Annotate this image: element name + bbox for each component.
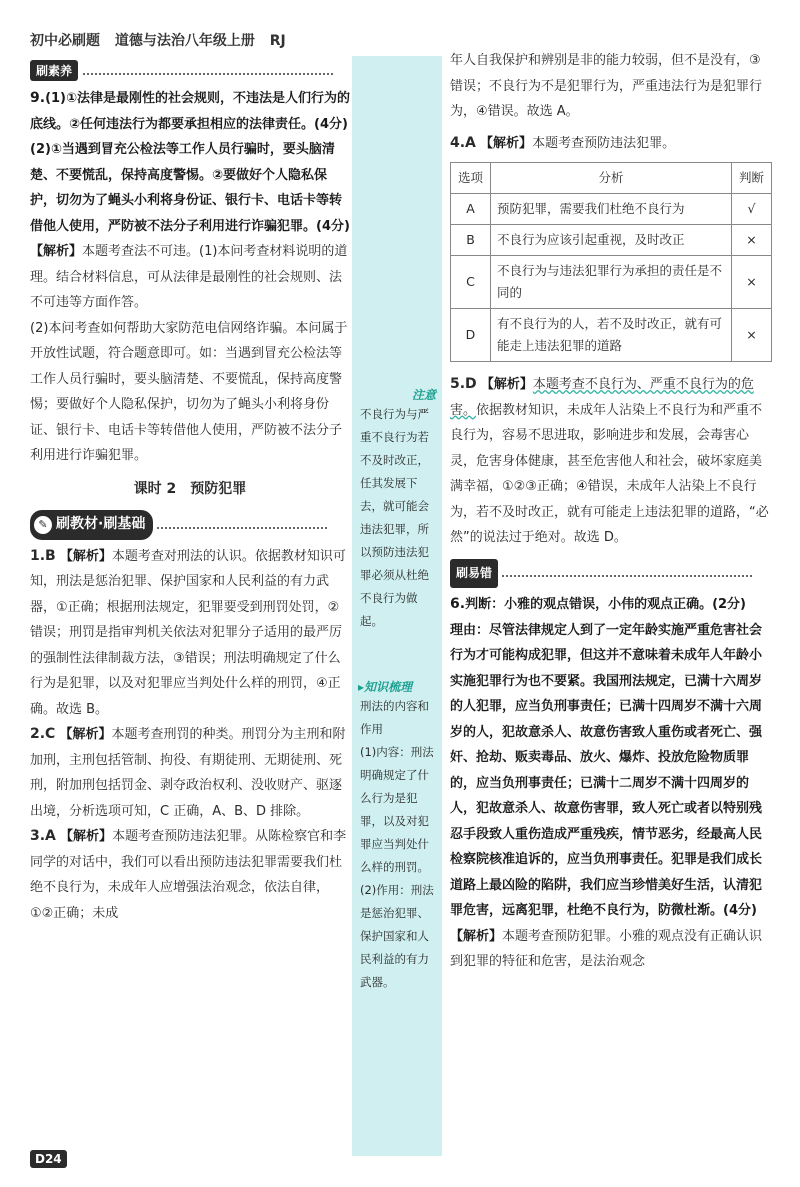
table-row [451, 225, 772, 256]
table-cell-option: D [451, 309, 491, 362]
q4-analysis: 4.A 【解析】本题考查预防违法犯罪。 [450, 134, 676, 151]
section-tag-suyang: 刷素养 [30, 60, 78, 81]
table-header: 判断 [732, 163, 772, 194]
knowledge-heading: ▸知识梳理 [358, 680, 413, 694]
table-header-row [451, 163, 772, 194]
dotted-divider [83, 67, 333, 75]
table-cell-option: A [451, 194, 491, 225]
table-header: 分析 [491, 163, 732, 194]
q3-continuation: 年人自我保护和辨别是非的能力较弱，但不是没有，③错误；不良行为不是犯罪行为，严重违法行为是犯罪行为，④错误。故选 A。 [450, 53, 763, 119]
arrow-icon: ▸ [358, 680, 365, 694]
section-tag-jiaocai: ✎ 刷教材·刷基础 [30, 510, 153, 540]
left-column [30, 86, 350, 926]
q1-analysis: 1.B 【解析】本题考查对刑法的认识。依据教材知识可知，刑法是惩治犯罪、保护国家和人民利益的有力武器，①正确；根据刑法规定，犯罪要受到刑罚处罚，②错误；刑罚是指审判机关依法对犯罪分子适用的最严厉的强制性法律制裁方法，③错误；刑法明确规定了什么行为是犯罪，以及对犯罪应当判处什么样的刑罚，④正确。故选 B。 [30, 547, 346, 717]
note-box [352, 386, 442, 633]
table-cell-judgement: × [732, 309, 772, 362]
sidebar-notes [352, 56, 442, 1156]
table-row [451, 194, 772, 225]
section-tag-yicuo: 刷易错 [450, 559, 498, 589]
subject-title: 道德与法治八年级上册 [114, 33, 255, 49]
q6-reason: 理由：尽管法律规定人到了一定年龄实施严重危害社会行为才可能构成犯罪，但这并不意味着未成年人年龄小实施犯罪行为也不要紧。我国刑法规定，已满十六周岁的人犯罪，应当负刑事责任；已满十四周岁不满十六周岁的人，犯故意杀人、故意伤害致人重伤或者死亡、强奸、抢劫、贩卖毒品、放火、爆炸、投放危险物质罪的，应当负刑事责任；已满十二周岁不满十四周岁的人，犯故意杀人、故意伤害罪，致人死亡或者以特别残忍手段致人重伤造成严重残疾，情节恶劣，经最高人民检察院核准追诉的，应当负刑事责任。犯罪是我们成长道路上最凶险的陷阱，我们应当珍惜美好生活，认清犯罪危害，远离犯罪，杜绝不良行为，防微杜渐。(4分) [450, 622, 763, 918]
table-cell-option: C [451, 256, 491, 309]
note-text: 不良行为与严重不良行为若不及时改正，任其发展下去，就可能会违法犯罪，所以预防违法犯罪必须从杜绝不良行为做起。 [360, 407, 429, 628]
section-tag-jiaocai-row [30, 510, 350, 540]
knowledge-point-1: (1)内容：刑法明确规定了什么行为是犯罪，以及对犯罪应当判处什么样的刑罚。 [360, 745, 434, 874]
table-header: 选项 [451, 163, 491, 194]
edition-label: RJ [269, 33, 286, 49]
knowledge-point-2: (2)作用：刑法是惩治犯罪、保护国家和人民利益的有力武器。 [360, 883, 434, 989]
table-cell-option: B [451, 225, 491, 256]
book-icon: ✎ [34, 516, 52, 534]
table-cell-analysis: 预防犯罪，需要我们杜绝不良行为 [491, 194, 732, 225]
section-tag-yicuo-row [450, 559, 772, 589]
note-heading: 注意 [411, 388, 436, 402]
knowledge-title: 刑法的内容和作用 [360, 699, 429, 736]
dotted-divider [502, 569, 752, 577]
table-cell-analysis: 不良行为与违法犯罪行为承担的责任是不同的 [491, 256, 732, 309]
table-cell-judgement: √ [732, 194, 772, 225]
table-cell-judgement: × [732, 256, 772, 309]
table-cell-analysis: 有不良行为的人，若不及时改正，就有可能走上违法犯罪的道路 [491, 309, 732, 362]
table-cell-analysis: 不良行为应该引起重视，及时改正 [491, 225, 732, 256]
q3-analysis: 3.A 【解析】本题考查预防违法犯罪。从陈检察官和李同学的对话中，我们可以看出预防违法犯罪需要我们杜绝不良行为，未成年人应增强法治观念，依法自律，①②正确；未成 [30, 828, 347, 921]
table-row [451, 309, 772, 362]
table-row [451, 256, 772, 309]
analysis-table [450, 162, 772, 362]
q6-analysis: 【解析】本题考查预防犯罪。小雅的观点没有正确认识到犯罪的特征和危害，是法治观念 [450, 928, 763, 969]
dotted-divider [157, 521, 327, 529]
lesson-title: 课时 2 预防犯罪 [133, 480, 247, 497]
right-column [450, 48, 772, 975]
page-number: D24 [30, 1150, 67, 1168]
q5-analysis: 5.D 【解析】本题考查不良行为、严重不良行为的危害。依据教材知识，未成年人沾染上不良行为和严重不良行为，容易不思进取，影响进步和发展，会毒害心灵，危害身体健康，甚至危害他人和社会，破坏家庭美满幸福，①②③正确；④错误，未成年人沾染上不良行为，若不及时改正，就有可能走上违法犯罪的道路，“必然”的说法过于绝对。故选 D。 [450, 376, 769, 545]
section-tag-suyang-row [30, 60, 348, 81]
q9-answer-1: 9.(1)①法律是最刚性的社会规则，不违法是人们行为的底线。②任何违法行为都要承担相应的法律责任。(4分) [30, 90, 350, 132]
q2-analysis: 2.C 【解析】本题考查刑罚的种类。刑罚分为主刑和附加刑，主刑包括管制、拘役、有期徒刑、无期徒刑、死刑，附加刑包括罚金、剥夺政治权利、没收财产、驱逐出境，分析选项可知，C 正确，A、B、D 排除。 [30, 726, 346, 819]
q6-judgement: 6.判断：小雅的观点错误，小伟的观点正确。(2分) [450, 596, 746, 612]
knowledge-box [352, 678, 442, 994]
page-header [30, 30, 450, 56]
q9-answer-2: (2)①当遇到冒充公检法等工作人员行骗时，要头脑清楚、不要慌乱，保持高度警惕。②要做好个人隐私保护，切勿为了蝇头小利将身份证、银行卡、电话卡等转借他人使用，严防被不法分子利用进行诈骗犯罪。(4分) [30, 142, 350, 234]
table-cell-judgement: × [732, 225, 772, 256]
book-title: 初中必刷题 [30, 33, 100, 49]
q9-analysis: 【解析】本题考查法不可违。(1)本问考查材料说明的道理。结合材料信息，可从法律是最刚性的社会规则、法不可违等方面作答。 [30, 244, 348, 310]
q9-analysis-2: (2)本问考查如何帮助大家防范电信网络诈骗。本问属于开放性试题，符合题意即可。如：当遇到冒充公检法等工作人员行骗时，要头脑清楚、不要慌乱，保持高度警惕；要做好个人隐私保护，切勿为了蝇头小利将身份证、银行卡、电话卡等转借他人使用，严防被不法分子利用进行诈骗犯罪。 [30, 320, 348, 463]
